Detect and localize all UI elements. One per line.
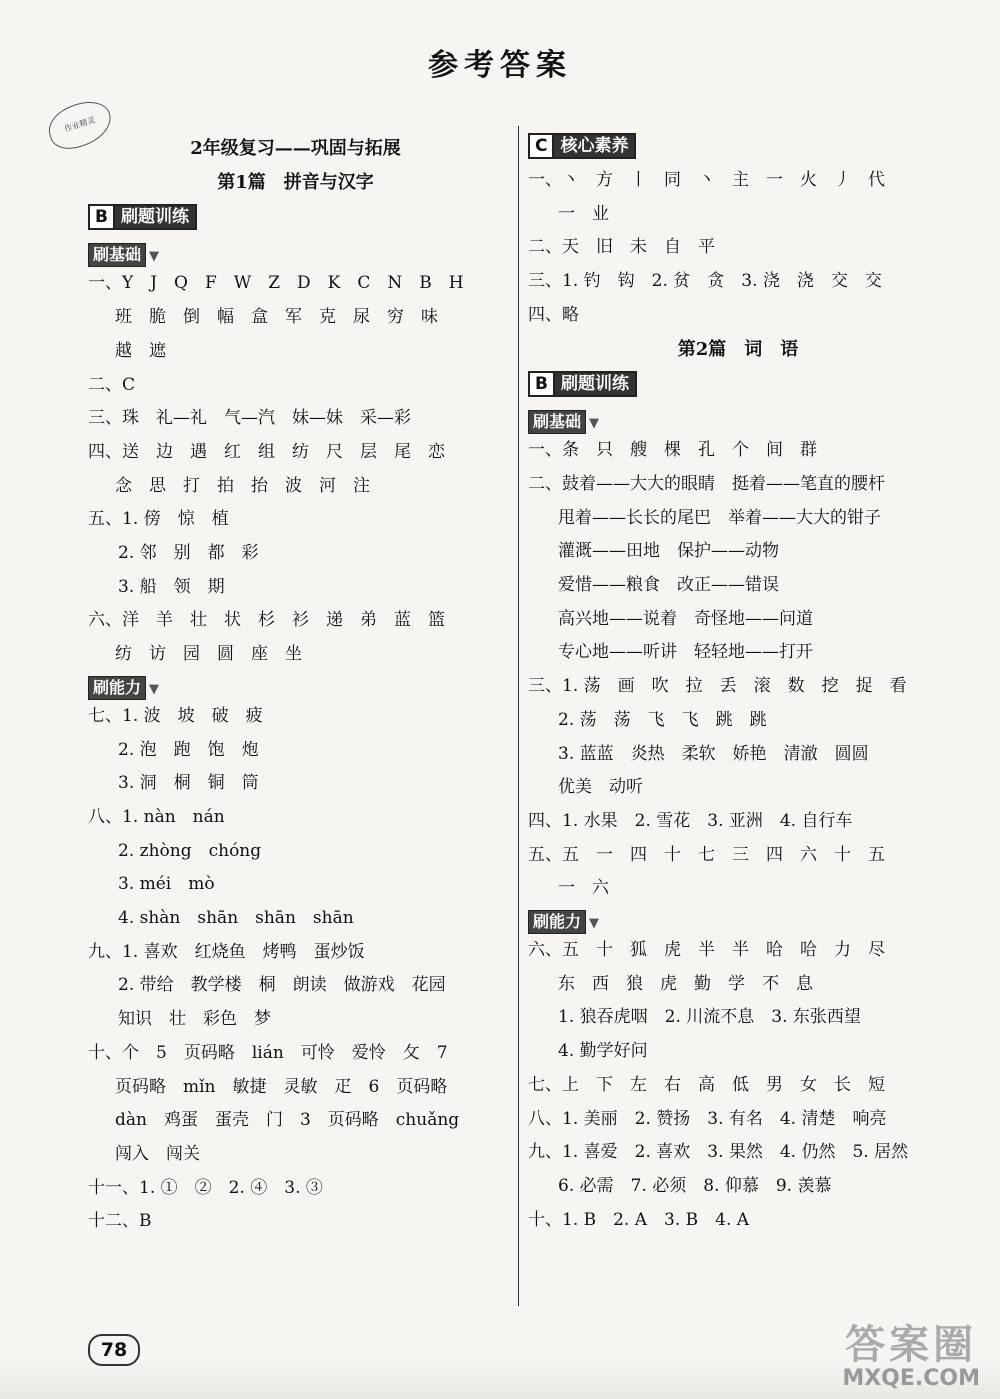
answer-line: 三、珠 礼—礼 气—汽 妹—妹 采—彩 — [88, 408, 411, 429]
page-number: 78 — [88, 1334, 140, 1366]
answer-line: 一、Y J Q F W Z D K C N B H — [88, 273, 464, 294]
answer-line: 灌溉——田地 保护——动物 — [558, 541, 779, 562]
answer-line: 一、丶 方 丨 同 丶 主 一 火 丿 代 — [528, 170, 885, 190]
answer-block — [528, 434, 948, 906]
answer-line: 越 遮 — [115, 340, 166, 361]
answer-line: 班 脆 倒 幅 盒 军 克 尿 穷 味 — [115, 307, 438, 328]
tag-training-right — [528, 366, 948, 402]
answer-line: 闯入 闯关 — [115, 1143, 200, 1164]
answer-line: dàn 鸡蛋 蛋壳 门 3 页码略 chuǎng — [115, 1110, 460, 1131]
tag-text: 刷题训练 — [555, 373, 635, 395]
column-divider — [518, 126, 519, 1306]
sub-heading-basic-left — [88, 243, 503, 267]
sub-heading-basic-right — [528, 410, 948, 434]
answer-line: 二、C — [88, 374, 136, 395]
answer-line: 三、1. 钓 钩 2. 贫 贪 3. 浇 浇 交 交 — [528, 271, 882, 292]
page-title: 参考答案 — [428, 48, 572, 83]
answer-line: 七、1. 波 坡 破 疲 — [88, 705, 263, 726]
answer-line: 3. 船 领 期 — [118, 576, 225, 597]
answer-line: 2. 泡 跑 饱 炮 — [118, 739, 259, 760]
answer-block — [528, 164, 948, 333]
answer-line: 优美 动听 — [558, 777, 643, 798]
sub-heading-label: 刷基础 — [88, 243, 146, 267]
answer-line: 四、送 边 遇 红 组 纺 尺 层 尾 恋 — [88, 441, 445, 462]
right-column — [528, 128, 948, 1237]
answer-line: 专心地——听讲 轻轻地——打开 — [558, 642, 813, 663]
answer-line: 2. 荡 荡 飞 飞 跳 跳 — [558, 709, 767, 730]
tag-core-literacy — [528, 128, 948, 164]
part-title-1: 第1篇 拼音与汉字 — [217, 171, 374, 193]
answer-line: 六、五 十 狐 虎 半 半 哈 哈 力 尽 — [528, 940, 885, 961]
answer-line: 十、1. B 2. A 3. B 4. A — [528, 1209, 750, 1230]
triangle-down-icon: ▼ — [589, 916, 600, 932]
tag-letter: B — [90, 206, 115, 228]
answer-line: 四、1. 水果 2. 雪花 3. 亚洲 4. 自行车 — [528, 810, 853, 831]
answer-line: 3. méi mò — [118, 874, 215, 895]
answer-line: 四、略 — [528, 304, 579, 325]
stamp-logo: 作业精灵 — [43, 95, 117, 155]
answer-line: 2. zhòng chóng — [118, 840, 262, 861]
answer-line: 八、1. nàn nán — [88, 806, 225, 827]
answer-line: 十一、1. ① ② 2. ④ 3. ③ — [88, 1177, 323, 1198]
tag-text: 刷题训练 — [115, 206, 195, 228]
section-title: 2年级复习——巩固与拓展 — [190, 138, 401, 159]
tag-letter: C — [530, 135, 554, 157]
tag-text: 核心素养 — [554, 135, 634, 157]
triangle-down-icon: ▼ — [149, 681, 160, 697]
answer-line: 2. 带给 教学楼 桐 朗读 做游戏 花园 — [118, 975, 446, 996]
answer-line: 七、上 下 左 右 高 低 男 女 长 短 — [528, 1074, 885, 1095]
answer-line: 五、1. 傍 惊 植 — [88, 509, 229, 530]
answer-line: 一 六 — [558, 878, 609, 899]
answer-line: 三、1. 荡 画 吹 拉 丢 滚 数 挖 捉 看 — [528, 676, 907, 697]
sub-heading-ability-left — [88, 676, 503, 700]
answer-line: 九、1. 喜爱 2. 喜欢 3. 果然 4. 仍然 5. 居然 — [528, 1142, 909, 1163]
sub-heading-label: 刷能力 — [528, 910, 586, 934]
answer-line: 2. 邻 别 都 彩 — [118, 543, 259, 564]
answer-block — [88, 700, 503, 1239]
triangle-down-icon: ▼ — [589, 416, 600, 432]
part-title-2: 第2篇 词 语 — [677, 338, 799, 360]
watermark — [842, 1323, 980, 1391]
answer-line: 4. shàn shān shān shān — [118, 908, 354, 929]
answer-line: 一、条 只 艘 棵 孔 个 间 群 — [528, 440, 817, 461]
tag-training-left — [88, 199, 503, 235]
sub-heading-label: 刷基础 — [528, 410, 586, 434]
answer-line: 3. 洞 桐 铜 筒 — [118, 773, 259, 794]
answer-line: 4. 勤学好问 — [558, 1041, 648, 1062]
answer-line: 十、个 5 页码略 lián 可怜 爱怜 攵 7 — [88, 1042, 448, 1063]
answer-line: 3. 蓝蓝 炎热 柔软 娇艳 清澈 圆圆 — [558, 743, 869, 764]
triangle-down-icon: ▼ — [149, 249, 160, 265]
answer-line: 九、1. 喜欢 红烧鱼 烤鸭 蛋炒饭 — [88, 941, 365, 962]
answer-line: 页码略 mǐn 敏捷 灵敏 疋 6 页码略 — [115, 1076, 448, 1097]
answer-line: 纺 访 园 圆 座 坐 — [115, 644, 302, 665]
answer-line: 念 思 打 拍 抬 波 河 注 — [115, 475, 370, 496]
answer-line: 6. 必需 7. 必须 8. 仰慕 9. 羡慕 — [558, 1175, 832, 1196]
answer-line: 高兴地——说着 奇怪地——问道 — [558, 608, 813, 629]
answer-line: 知识 壮 彩色 梦 — [118, 1009, 271, 1030]
answer-line: 二、天 旧 未 自 平 — [528, 237, 715, 258]
answer-line: 一 业 — [558, 203, 609, 224]
left-column — [88, 128, 503, 1239]
answer-line: 八、1. 美丽 2. 赞扬 3. 有名 4. 清楚 响亮 — [528, 1108, 887, 1129]
answer-line: 二、鼓着——大大的眼睛 挺着——笔直的腰杆 — [528, 473, 885, 494]
answer-block — [88, 267, 503, 671]
answer-line: 十二、B — [88, 1211, 152, 1232]
sub-heading-label: 刷能力 — [88, 676, 146, 700]
answer-line: 东 西 狼 虎 勤 学 不 息 — [558, 973, 813, 994]
watermark-logo: 答案圈 — [845, 1321, 978, 1368]
tag-letter: B — [530, 373, 555, 395]
sub-heading-ability-right — [528, 910, 948, 934]
answer-line: 甩着——长长的尾巴 举着——大大的钳子 — [558, 507, 881, 528]
answer-line: 1. 狼吞虎咽 2. 川流不息 3. 东张西望 — [558, 1007, 861, 1028]
answer-block — [528, 934, 948, 1237]
answer-line: 六、洋 羊 壮 状 杉 衫 递 弟 蓝 篮 — [88, 610, 445, 631]
answer-line: 五、五 一 四 十 七 三 四 六 十 五 — [528, 844, 885, 865]
watermark-url: MXQE.COM — [842, 1365, 980, 1391]
answer-line: 爱惜——粮食 改正——错误 — [558, 575, 779, 596]
